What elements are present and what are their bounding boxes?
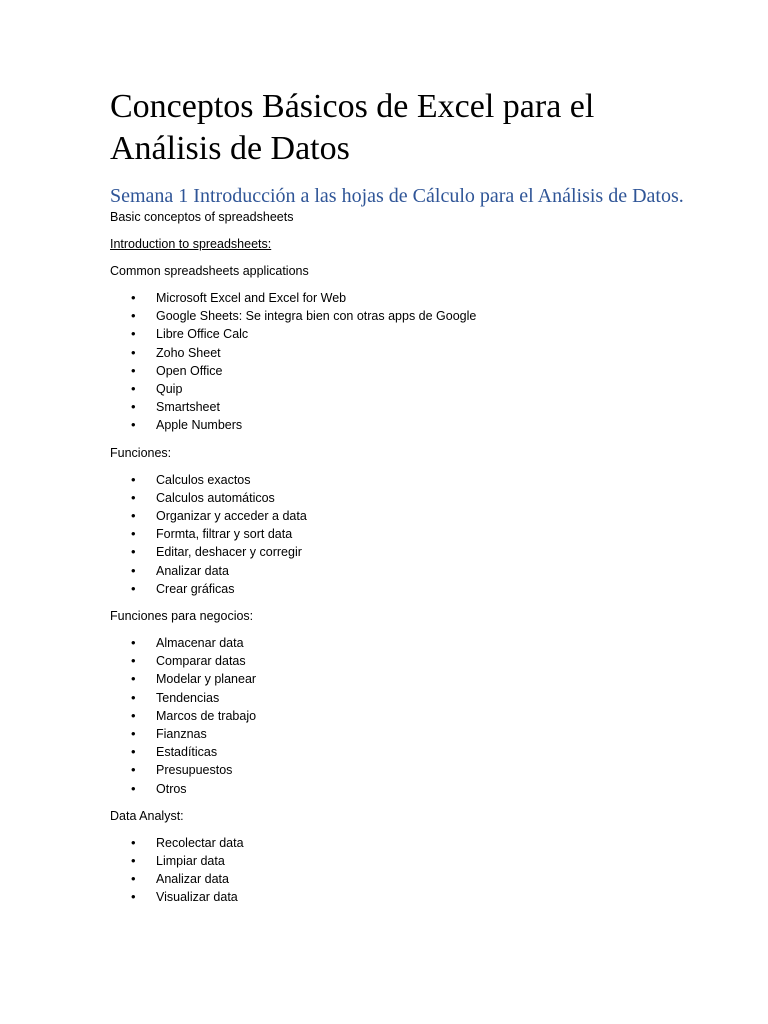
list-item: [110, 307, 710, 325]
list-item: [110, 725, 710, 743]
bullet-icon: •: [131, 762, 136, 778]
bullet-icon: •: [131, 471, 136, 487]
bullet-icon: •: [131, 417, 136, 433]
list-item-text: Libre Office Calc: [156, 327, 249, 342]
bullet-icon: •: [131, 635, 136, 651]
list-item: [110, 562, 710, 580]
bullet-icon: •: [131, 362, 136, 378]
list-item: [110, 670, 710, 688]
list-item: [110, 652, 710, 670]
list-item: [110, 852, 710, 870]
list-item-text: Microsoft Excel and Excel for Web: [156, 291, 347, 305]
bullet-icon: •: [131, 889, 136, 905]
list-item: [110, 707, 710, 725]
list-item: [110, 761, 710, 779]
analyst-label: Data Analyst:: [110, 808, 184, 823]
analyst-list: [110, 834, 710, 907]
bullet-icon: •: [131, 399, 136, 415]
list-item-text: Apple Numbers: [156, 418, 243, 433]
list-item: [110, 543, 710, 561]
funciones-list: [110, 471, 710, 598]
bullet-icon: •: [131, 526, 136, 542]
list-item: [110, 471, 710, 489]
bullet-icon: •: [131, 544, 136, 560]
list-item-text: Crear gráficas: [156, 581, 235, 596]
list-item-text: Fianznas: [156, 727, 207, 742]
bullet-icon: •: [131, 508, 136, 524]
bullet-icon: •: [131, 326, 136, 342]
list-item: [110, 344, 710, 362]
list-item-text: Estadíticas: [156, 745, 218, 760]
list-item-text: Marcos de trabajo: [156, 708, 257, 723]
list-item-text: Zoho Sheet: [156, 345, 221, 360]
bullet-icon: •: [131, 562, 136, 578]
list-item-text: Analizar data: [156, 563, 229, 578]
negocios-list: [110, 634, 710, 798]
document-subtitle: Semana 1 Introducción a las hojas de Cálculo para el Análisis de Datos.: [110, 185, 684, 207]
list-item-text: Limpiar data: [156, 854, 225, 869]
bullet-icon: •: [131, 344, 136, 360]
apps-label: Common spreadsheets applications: [110, 264, 309, 278]
list-item-text: Comparar datas: [156, 654, 246, 669]
list-item-text: Presupuestos: [156, 763, 233, 778]
bullet-icon: •: [131, 381, 136, 397]
bullet-icon: •: [131, 489, 136, 505]
list-item: [110, 525, 710, 543]
list-item-text: Visualizar data: [156, 890, 238, 905]
list-item-text: Google Sheets: Se integra bien con otras apps de Google: [156, 309, 477, 324]
list-item-text: Calculos exactos: [156, 472, 251, 487]
bullet-icon: •: [131, 853, 136, 869]
bullet-icon: •: [131, 653, 136, 669]
list-item: [110, 380, 710, 398]
bullet-icon: •: [131, 744, 136, 760]
list-item: [110, 580, 710, 598]
list-item-text: Recolectar data: [156, 835, 244, 850]
list-item-text: Analizar data: [156, 872, 229, 887]
list-item: [110, 634, 710, 652]
list-item-text: Editar, deshacer y corregir: [156, 545, 302, 560]
list-item: [110, 325, 710, 343]
bullet-icon: •: [131, 308, 136, 324]
list-item: [110, 870, 710, 888]
bullet-icon: •: [131, 707, 136, 723]
list-item: [110, 362, 710, 380]
bullet-icon: •: [131, 671, 136, 687]
intro-text: Basic conceptos of spreadsheets: [110, 210, 294, 224]
list-item: [110, 780, 710, 798]
list-item: [110, 289, 710, 307]
funciones-label: Funciones:: [110, 445, 172, 460]
list-item: [110, 834, 710, 852]
bullet-icon: •: [131, 726, 136, 742]
list-item: [110, 416, 710, 434]
bullet-icon: •: [131, 290, 136, 305]
list-item-text: Almacenar data: [156, 636, 244, 651]
apps-list: [110, 289, 710, 435]
list-item-text: Organizar y acceder a data: [156, 509, 307, 524]
list-item: [110, 489, 710, 507]
list-item: [110, 507, 710, 525]
list-item-text: Open Office: [156, 363, 223, 378]
list-item-text: Quip: [156, 382, 183, 397]
bullet-icon: •: [131, 834, 136, 850]
bullet-icon: •: [131, 871, 136, 887]
list-item-text: Smartsheet: [156, 400, 220, 415]
bullet-icon: •: [131, 689, 136, 705]
list-item-text: Tendencias: [156, 690, 220, 705]
negocios-label: Funciones para negocios:: [110, 609, 254, 624]
bullet-icon: •: [131, 580, 136, 596]
list-item-text: Otros: [156, 781, 187, 796]
bullet-icon: •: [131, 780, 136, 796]
document-page: [110, 86, 710, 907]
list-item-text: Modelar y planear: [156, 672, 257, 687]
section-heading: Introduction to spreadsheets:: [110, 237, 272, 251]
list-item-text: Formta, filtrar y sort data: [156, 527, 293, 542]
list-item: [110, 888, 710, 906]
list-item: [110, 398, 710, 416]
list-item: [110, 689, 710, 707]
list-item: [110, 743, 710, 761]
list-item-text: Calculos automáticos: [156, 490, 275, 505]
document-title: Conceptos Básicos de Excel para el Análisis de Datos: [110, 88, 595, 167]
